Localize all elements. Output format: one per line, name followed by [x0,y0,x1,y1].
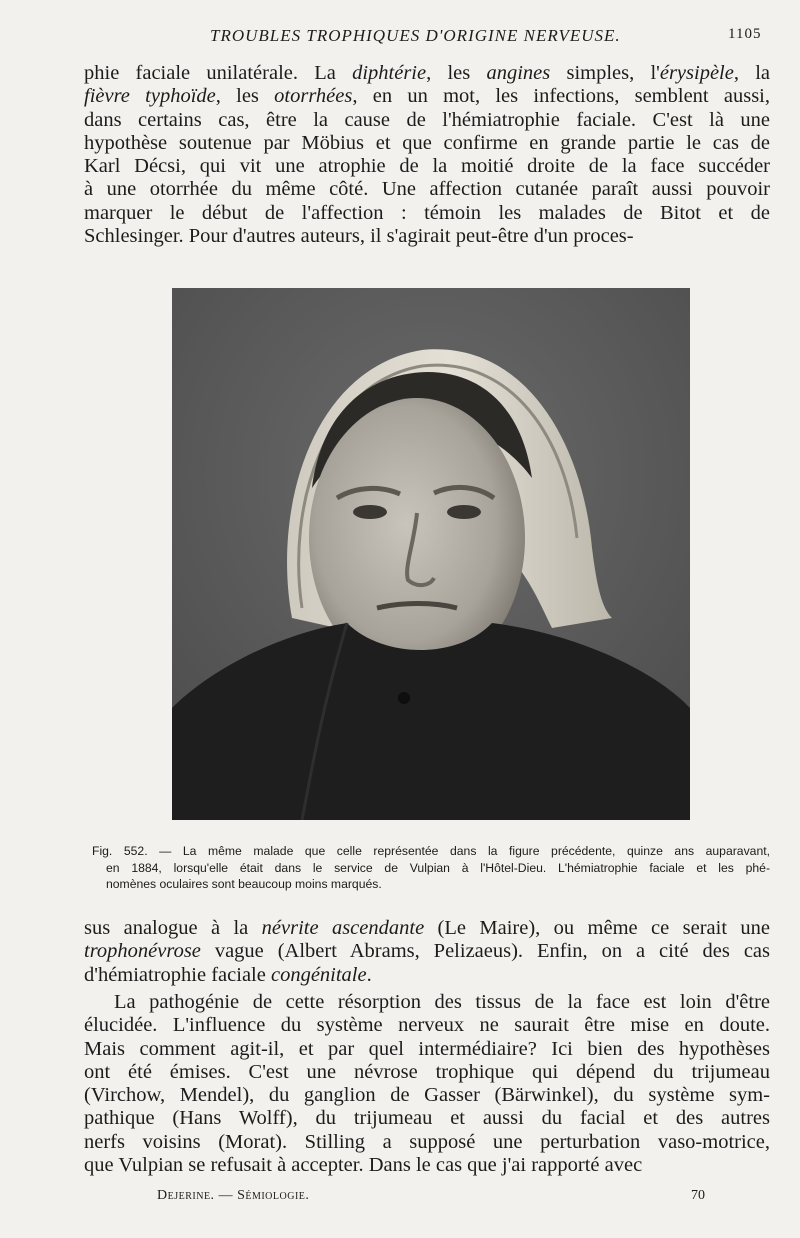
italic-term: névrite ascendante [261,917,425,939]
text-line [84,62,770,85]
text-line [84,1014,770,1037]
text-run: hypothèse soutenue par Möbius et que confirme en grande partie le cas de [84,131,770,154]
caption-line: nomènes oculaires sont beaucoup moins marqués. [106,877,382,891]
text-line [84,132,770,155]
italic-term: érysipèle [659,62,734,84]
text-run: sus analogue à la [84,917,262,939]
text-run: ont été émises. C'est une névrose trophique qui dépend du trijumeau [84,1060,770,1083]
text-line [84,178,770,201]
text-line [84,964,770,987]
text-run: (Le Maire), ou même ce serait une [424,917,770,939]
portrait-illustration [172,288,690,820]
italic-term: angines [486,62,551,84]
text-line [84,155,770,178]
paragraph-intro [84,62,770,248]
text-run: dans certains cas, être la cause de l'hémiatrophie faciale. C'est là une [84,108,770,131]
italic-term: diphtérie [352,62,427,84]
text-run: marquer le début de l'affection : témoin les malades de Bitot et de [84,201,770,224]
text-run: Karl Décsi, qui vit une atrophie de la moitié droite de la face succéder [84,155,770,178]
page-number: 1105 [728,26,762,42]
text-line [84,1107,770,1130]
text-run: simples, l' [550,62,660,84]
footer-book: Sémiologie. [237,1188,310,1203]
italic-term: fièvre typhoïde [84,85,216,108]
italic-term: congénitale [270,963,367,986]
text-line [84,109,770,132]
text-run: nerfs voisins (Morat). Stilling a supposé une perturbation vaso-motrice, [84,1130,770,1153]
paragraph-continuation [84,917,770,987]
text-run: vague (Albert Abrams, Pelizaeus). Enfin, on a cité des cas [200,940,770,963]
text-run: d'hémiatrophie faciale [84,963,271,986]
text-run: phie faciale unilatérale. La [84,62,353,84]
text-line [84,1084,770,1107]
running-title: TROUBLES TROPHIQUES D'ORIGINE NERVEUSE. [210,26,621,45]
signature-mark: 70 [691,1188,705,1203]
italic-term: trophonévrose [84,940,201,963]
text-line [84,1038,770,1061]
text-run: élucidée. L'influence du système nerveux ne saurait être mise en doute. [84,1014,770,1037]
text-line [84,202,770,225]
text-run: La pathogénie de cette résorption des tissus de la face est loin d'être [114,991,770,1013]
footer-author: Dejerine. [157,1188,215,1203]
text-run: à une otorrhée du même côté. Une affection cutanée paraît aussi pouvoir [84,178,770,201]
patient-photograph [172,288,690,820]
text-run: . [366,963,372,986]
figure-caption [92,843,770,893]
text-line [84,1131,770,1154]
text-run: , en un mot, les infections, semblent aussi, [352,85,770,108]
text-run: pathique (Hans Wolff), du trijumeau et aussi du facial et des autres [84,1107,770,1130]
paragraph-pathogenie [84,991,770,1177]
text-run: , les [426,62,487,84]
footer-author-book [157,1188,309,1204]
text-line [84,940,770,963]
footer-separator: — [218,1188,234,1203]
text-line [84,1154,770,1177]
text-line [84,85,770,108]
text-run: , les [215,85,275,108]
caption-line: en 1884, lorsqu'elle était dans le service de Vulpian à l'Hôtel-Dieu. L'hémiatrophie faciale et les phé- [106,860,770,875]
text-run: que Vulpian se refusait à accepter. Dans le cas que j'ai rapporté avec [84,1154,643,1177]
page-footer [0,1188,800,1210]
page-header [0,26,800,50]
text-line [84,225,770,248]
caption-line: Fig. 552. — La même malade que celle représentée dans la figure précédente, quinze ans auparavant, [92,844,770,858]
text-run: (Virchow, Mendel), du ganglion de Gasser (Bärwinkel), du système sym- [84,1084,770,1107]
text-line [84,917,770,940]
text-run: Mais comment agit-il, et par quel intermédiaire? Ici bien des hypothèses [84,1037,770,1060]
text-run: Schlesinger. Pour d'autres auteurs, il s'agirait peut-être d'un proces- [84,225,634,248]
italic-term: otorrhées [274,85,353,108]
text-line [84,991,770,1014]
text-run: , la [733,62,770,84]
text-line [84,1061,770,1084]
